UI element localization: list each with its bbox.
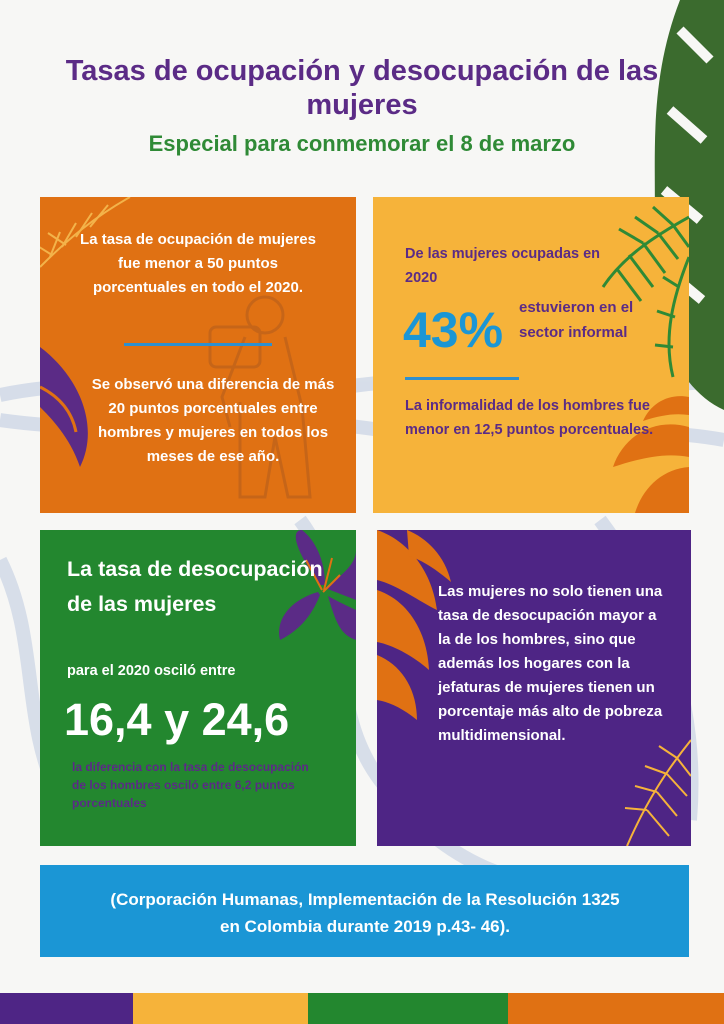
footer-bar-yellow (133, 993, 308, 1024)
unemployment-range: 16,4 y 24,6 (64, 694, 290, 745)
informal-men-text: La informalidad de los hombres fue menor en 12,5 puntos porcentuales. (405, 398, 654, 438)
divider (405, 377, 519, 380)
footer-bar-orange (508, 993, 724, 1024)
citation-box (40, 865, 689, 957)
informal-percent-label: estuvieron en el sector informal (519, 299, 634, 341)
page-title: Tasas de ocupación y desocupación de las mujeres (65, 55, 659, 121)
occupation-card (40, 197, 356, 513)
footer-bar-green (308, 993, 508, 1024)
poverty-text: Las mujeres no solo tienen una tasa de desocupación mayor a la de los hombres, sino que además los hogares con la jefaturas de mujeres tienen un porcentaje más alto de pobreza multidimensional. (438, 583, 663, 744)
informal-intro-text: De las mujeres ocupadas en 2020 (405, 246, 601, 286)
citation-text: (Corporación Humanas, Implementación de la Resolución 1325 en Colombia durante 2019 p.43- 46). (110, 890, 620, 936)
unemployment-subtitle: para el 2020 osciló entre (67, 663, 236, 679)
informal-percent: 43% (403, 302, 504, 358)
poverty-card (377, 530, 691, 846)
footer-bar-purple (0, 993, 133, 1024)
occupation-difference-text: Se observó una diferencia de más 20 puntos porcentuales entre hombres y mujeres en todos los meses de ese año. (91, 376, 335, 465)
informal-sector-card (373, 197, 689, 513)
unemployment-note: la diferencia con la tasa de desocupación de los hombres osciló entre 6,2 puntos porcentuales (72, 760, 309, 810)
page-subtitle: Especial para conmemorar el 8 de marzo (148, 131, 576, 156)
occupation-text: La tasa de ocupación de mujeres fue menor a 50 puntos porcentuales en todo el 2020. (80, 231, 316, 296)
unemployment-card (40, 530, 356, 846)
unemployment-title: La tasa de desocupación de las mujeres (67, 557, 323, 616)
divider (124, 343, 272, 346)
